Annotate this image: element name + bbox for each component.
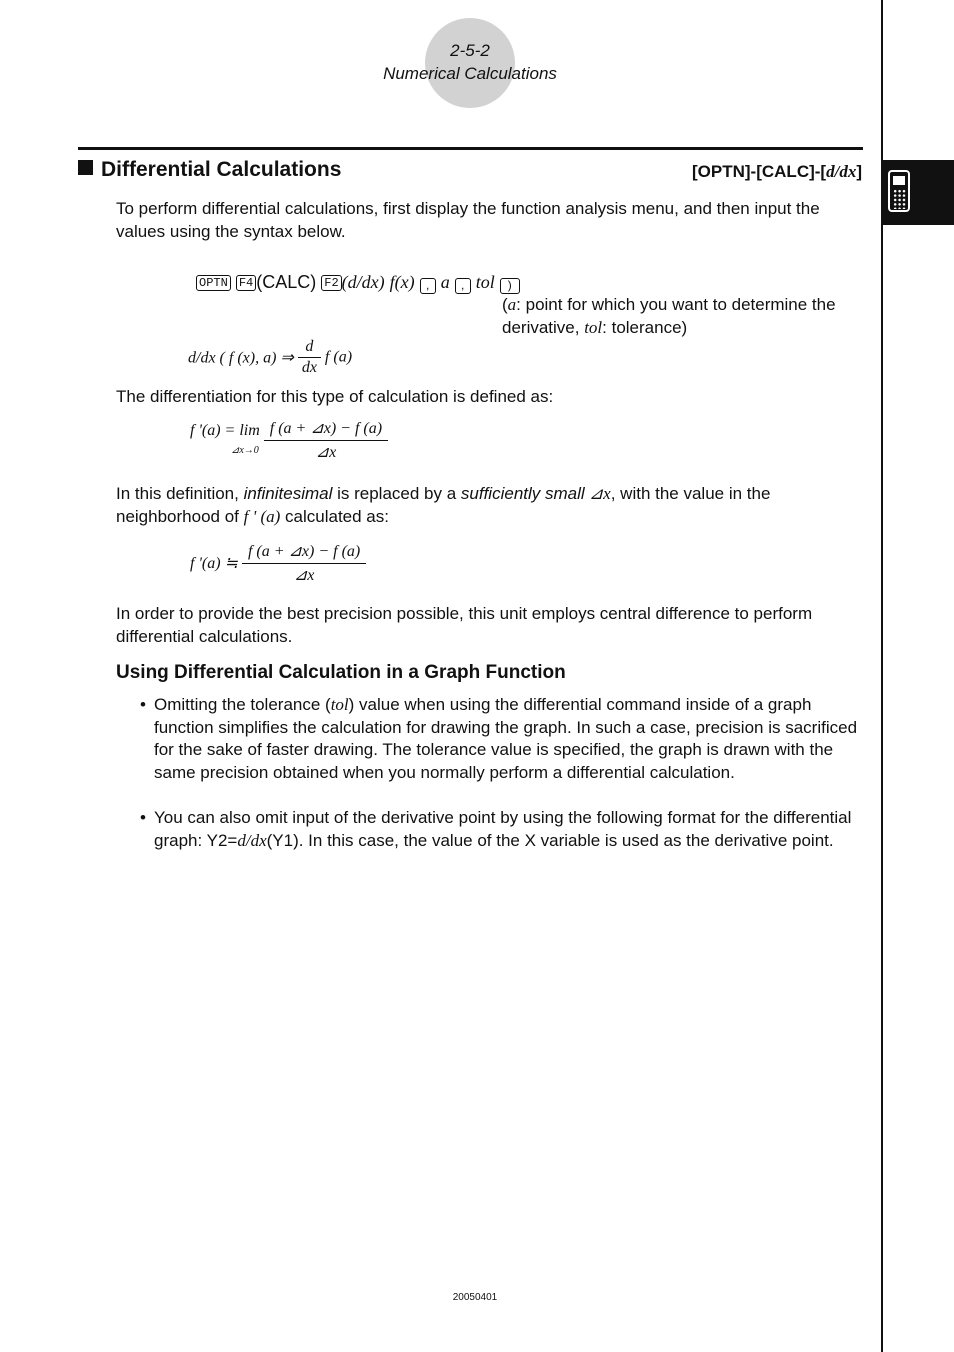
chapter-title: Numerical Calculations: [383, 64, 557, 83]
formula-ddx: d/dx ( f (x), a) ⇒ $\frac{d}{dx}$ f (a): [188, 338, 353, 376]
f4-key: F4: [236, 275, 256, 291]
page-number: 2-5-2: [450, 41, 490, 60]
square-bullet-icon: [78, 160, 93, 175]
formula-approx: f '(a) ≒ $\frac{f (a + ⊿x) - f (a)}{⊿x}$: [190, 541, 366, 585]
syntax-line: OPTN F4 (CALC) F2 (d/dx) f(x) , a , tol ): [196, 272, 520, 294]
syntax-note: (a: point for which you want to determine the derivative, tol: tolerance): [502, 295, 836, 337]
definition-paragraph: In this definition, infinitesimal is replaced by a sufficiently small ⊿x, with the value in the neighborhood of f ' (a) calculated as:: [116, 484, 771, 526]
bullet-item-1: • Omitting the tolerance (tol) value when using the differential command inside of a graph function simplifies the calculation for drawing the graph. In such a case, precision is sacrificed for the sake of faster drawing. The tolerance value is specified, the graph is drawn with the same precision obtained when you normally perform a differential calculation.: [140, 695, 858, 782]
header-circle: [425, 18, 515, 108]
footer-code: 20050401: [452, 1292, 498, 1303]
f2-key: F2: [321, 275, 341, 291]
section-title: Differential Calculations: [78, 158, 341, 182]
optn-key: OPTN: [196, 275, 231, 291]
precision-paragraph: In order to provide the best precision possible, this unit employs central difference to perform differential calculations.: [116, 604, 813, 646]
comma-key-icon: ,: [455, 278, 471, 294]
section-rule: [78, 147, 863, 150]
calculator-icon: [888, 170, 910, 212]
close-paren-key-icon: ): [500, 278, 520, 294]
key-sequence: [OPTN]-[CALC]-[d/dx]: [692, 162, 862, 181]
subsection-title: Using Differential Calculation in a Graph Function: [116, 662, 566, 683]
intro-paragraph: To perform differential calculations, first display the function analysis menu, and then input the values using the syntax below.: [116, 199, 820, 241]
bullet-item-2: • You can also omit input of the derivative point by using the following format for the differential graph: Y2=d/dx(Y1). In this case, the value of the X variable is used as the derivative point.: [140, 808, 852, 850]
formula-limit: f '(a) = lim ⊿x→0 $\frac{f (a + ⊿x) - f (a)}{⊿x}$: [190, 418, 388, 462]
comma-key-icon: ,: [420, 278, 436, 294]
definition-intro: The differentiation for this type of calculation is defined as:: [116, 387, 554, 406]
